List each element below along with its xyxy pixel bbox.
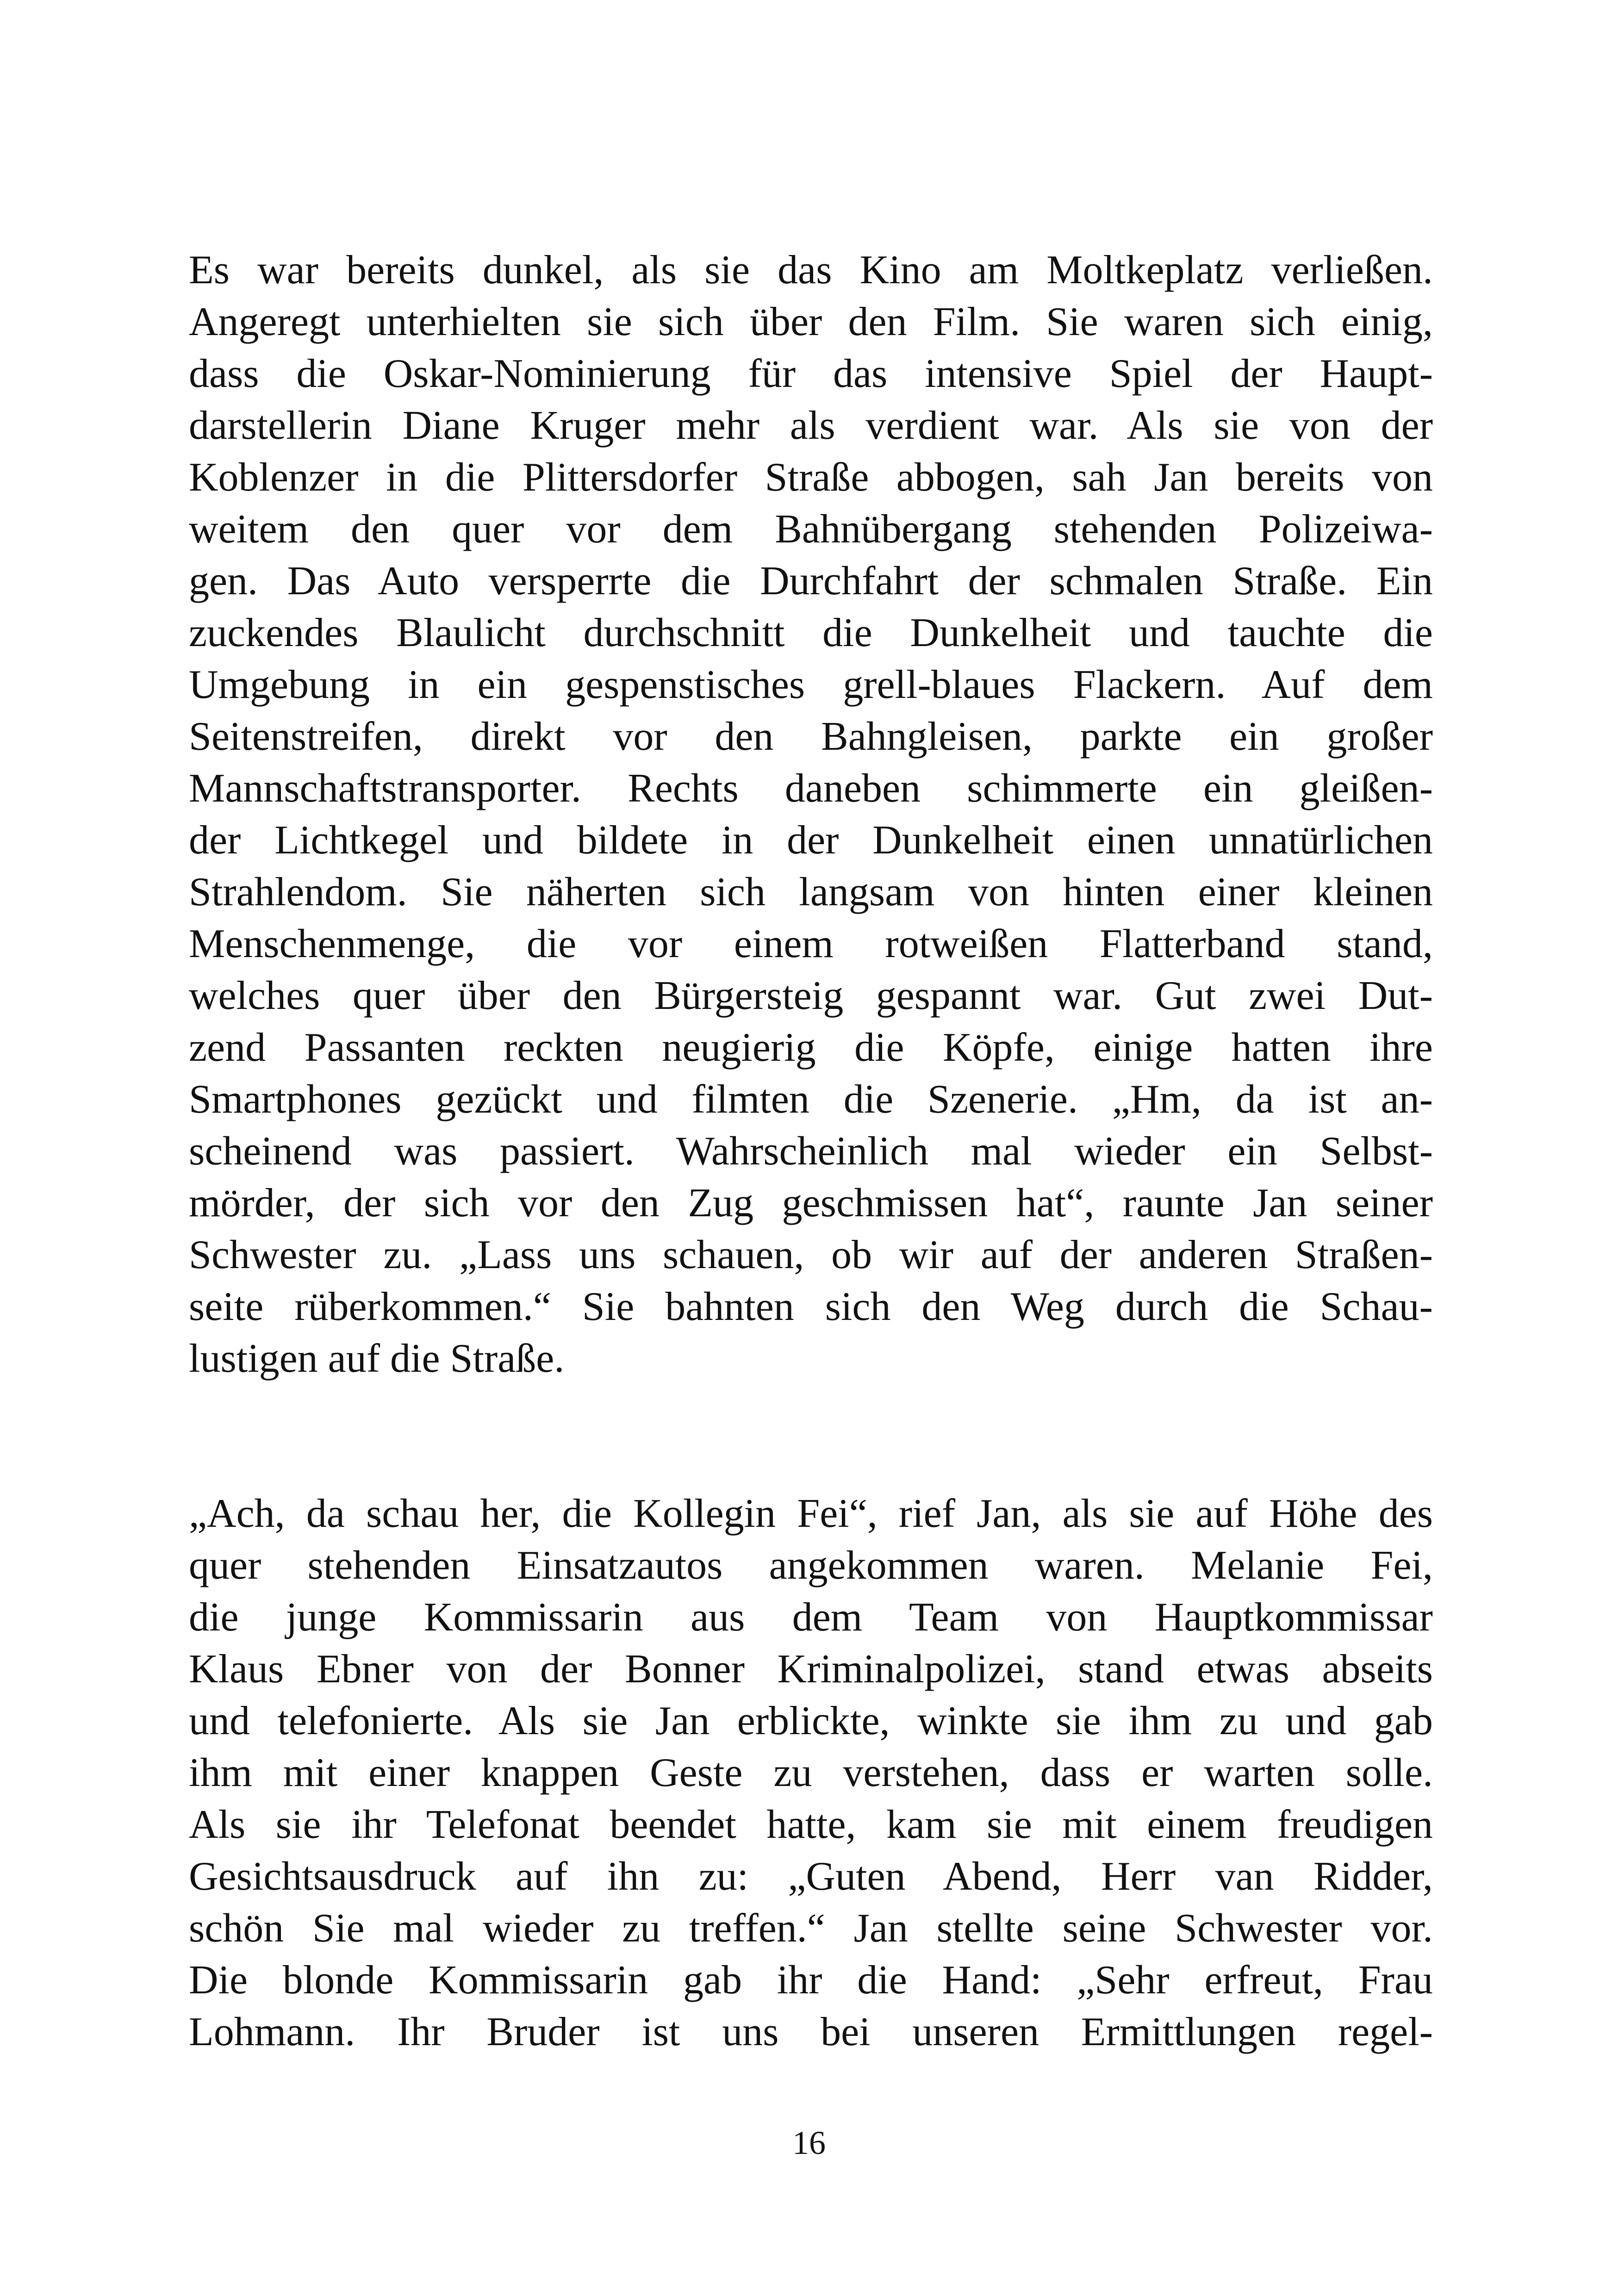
text-line: und telefonierte. Als sie Jan erblickte, winkte sie ihm zu und gab: [189, 1699, 1433, 1743]
text-line: „Ach, da schau her, die Kollegin Fei“, rief Jan, als sie auf Höhe des: [189, 1491, 1433, 1536]
text-line: Klaus Ebner von der Bonner Kriminalpolizei, stand etwas abseits: [189, 1647, 1433, 1692]
text-line: die junge Kommissarin aus dem Team von Hauptkommissar: [189, 1595, 1433, 1640]
text-line: seite rüberkommen.“ Sie bahnten sich den Weg durch die Schau-: [189, 1284, 1433, 1329]
text-line: Als sie ihr Telefonat beendet hatte, kam sie mit einem freudigen: [189, 1802, 1433, 1847]
text-line: mörder, der sich vor den Zug geschmissen hat“, raunte Jan seiner: [189, 1181, 1433, 1226]
text-line: Mannschaftstransporter. Rechts daneben schimmerte ein gleißen-: [189, 766, 1433, 811]
text-line: Es war bereits dunkel, als sie das Kino am Moltkeplatz verließen.: [189, 248, 1433, 292]
text-line: scheinend was passiert. Wahrscheinlich mal wieder ein Selbst-: [189, 1129, 1433, 1174]
text-line: gen. Das Auto versperrte die Durchfahrt der schmalen Straße. Ein: [189, 559, 1433, 604]
text-line: Smartphones gezückt und filmten die Szenerie. „Hm, da ist an-: [189, 1077, 1433, 1122]
text-line: Schwester zu. „Lass uns schauen, ob wir auf der anderen Straßen-: [189, 1232, 1433, 1277]
text-line: weitem den quer vor dem Bahnübergang stehenden Polizeiwa-: [189, 507, 1433, 552]
text-line: Angeregt unterhielten sie sich über den Film. Sie waren sich einig,: [189, 299, 1433, 344]
text-line: welches quer über den Bürgersteig gespannt war. Gut zwei Dut-: [189, 973, 1433, 1018]
text-line: Gesichtsausdruck auf ihn zu: „Guten Abend, Herr van Ridder,: [189, 1854, 1433, 1899]
page-number: 16: [792, 2124, 826, 2161]
text-line: dass die Oskar-Nominierung für das intensive Spiel der Haupt-: [189, 351, 1433, 396]
text-line: der Lichtkegel und bildete in der Dunkelheit einen unnatürlichen: [189, 818, 1433, 863]
text-line: zuckendes Blaulicht durchschnitt die Dunkelheit und tauchte die: [189, 610, 1433, 655]
text-line: quer stehenden Einsatzautos angekommen waren. Melanie Fei,: [189, 1543, 1433, 1588]
text-line: Lohmann. Ihr Bruder ist uns bei unseren Ermittlungen regel-: [189, 2010, 1433, 2054]
text-line: darstellerin Diane Kruger mehr als verdient war. Als sie von der: [189, 403, 1433, 448]
text-line: Strahlendom. Sie näherten sich langsam von hinten einer kleinen: [189, 870, 1433, 915]
paragraph-1: [189, 244, 1433, 1385]
text-line: zend Passanten reckten neugierig die Köpfe, einige hatten ihre: [189, 1025, 1433, 1070]
text-line: schön Sie mal wieder zu treffen.“ Jan stellte seine Schwester vor.: [189, 1906, 1433, 1951]
text-line: ihm mit einer knappen Geste zu verstehen, dass er warten solle.: [189, 1750, 1433, 1795]
text-line: Menschenmenge, die vor einem rotweißen Flatterband stand,: [189, 921, 1433, 966]
paragraph-2: [189, 1488, 1433, 2058]
text-line: Umgebung in ein gespenstisches grell-blaues Flackern. Auf dem: [189, 662, 1433, 707]
text-line: Koblenzer in die Plittersdorfer Straße abbogen, sah Jan bereits von: [189, 455, 1433, 500]
text-line: lustigen auf die Straße.: [189, 1336, 565, 1381]
text-line: Seitenstreifen, direkt vor den Bahngleisen, parkte ein großer: [189, 714, 1433, 759]
text-line: Die blonde Kommissarin gab ihr die Hand: „Sehr erfreut, Frau: [189, 1958, 1433, 2003]
